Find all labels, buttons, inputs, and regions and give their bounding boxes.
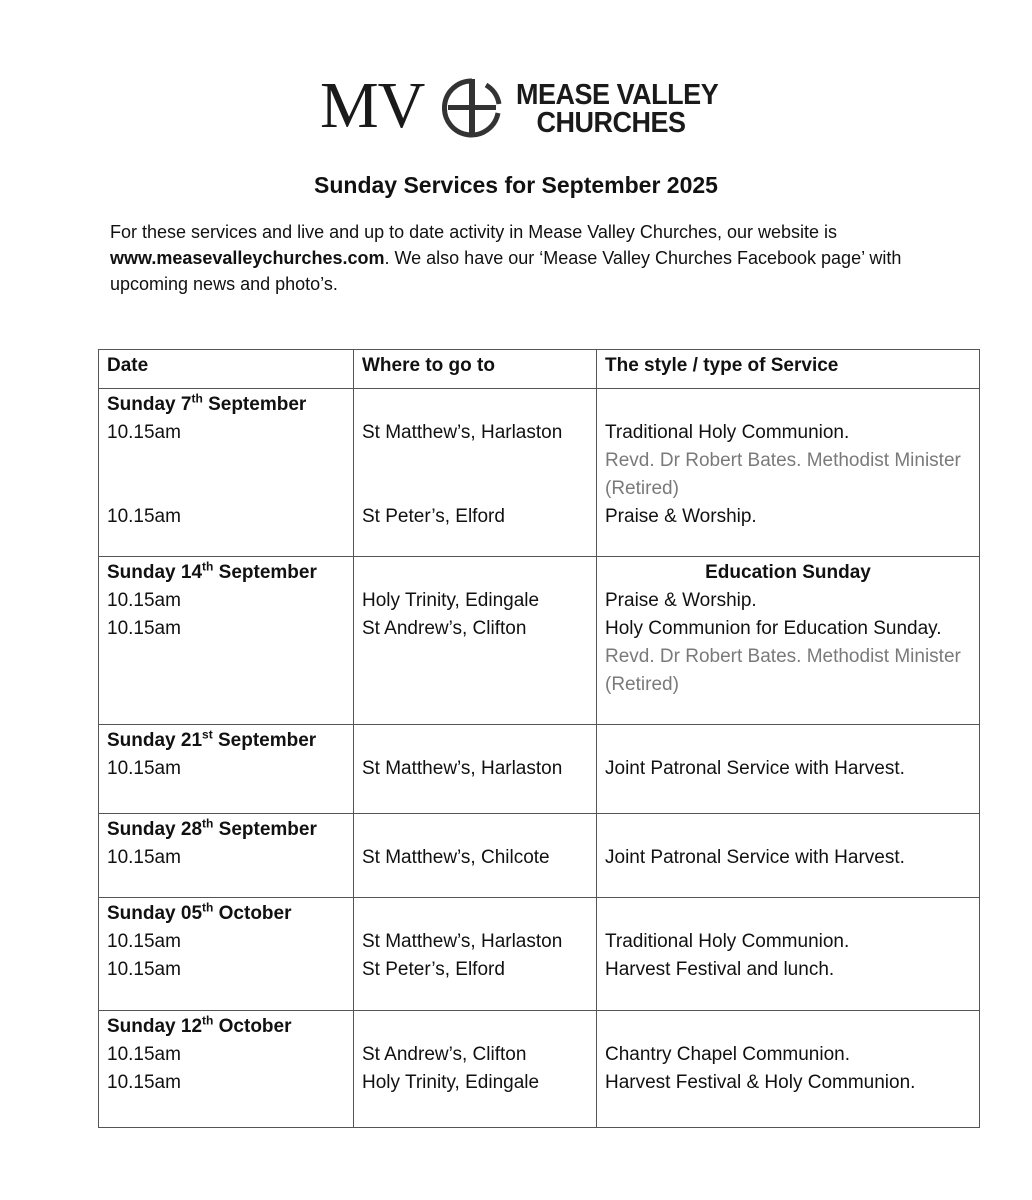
date-cell [99,389,354,557]
header-date: Date [99,350,354,389]
service-type: Praise & Worship. [605,590,757,611]
location-cell [354,557,597,725]
minister-note: Revd. Dr Robert Bates. Methodist Minister (Retired) [605,646,961,695]
church-name: St Matthew’s, Chilcote [362,847,550,868]
table-row [99,389,980,557]
services-table [98,349,980,1128]
church-name: St Andrew’s, Clifton [362,1044,527,1065]
logo-name-line1: MEASE VALLEY [516,79,719,111]
church-name: St Matthew’s, Harlaston [362,758,563,779]
church-name: St Matthew’s, Harlaston [362,422,563,443]
service-time: 10.15am [107,590,181,611]
service-cell [597,814,980,898]
service-day: Sunday 7th September [107,391,307,415]
service-time: 10.15am [107,506,181,527]
table-header-row [99,350,980,389]
service-type: Harvest Festival and lunch. [605,959,835,980]
service-day: Sunday 12th October [107,1013,292,1037]
service-cell [597,898,980,1011]
location-cell [354,725,597,814]
service-day: Sunday 05th October [107,900,292,924]
intro-paragraph [110,219,930,297]
service-day: Sunday 21st September [107,727,317,751]
date-cell [99,725,354,814]
service-type: Traditional Holy Communion. [605,422,850,443]
service-day: Sunday 28th September [107,816,317,840]
location-cell [354,389,597,557]
service-type: Joint Patronal Service with Harvest. [605,847,905,868]
church-name: Holy Trinity, Edingale [362,1072,540,1093]
table-row [99,898,980,1011]
website-link[interactable]: www.measevalleychurches.com [110,248,385,268]
service-time: 10.15am [107,1044,181,1065]
table-row [99,725,980,814]
header-location: Where to go to [354,350,597,389]
table-row [99,557,980,725]
service-cell [597,725,980,814]
service-cell [597,1011,980,1128]
mease-valley-logo [320,69,740,145]
service-day: Sunday 14th September [107,559,317,583]
logo-name [516,81,718,137]
intro-text: For these services and live and up to date activity in Mease Valley Churches, our website is [110,222,838,242]
church-name: St Matthew’s, Harlaston [362,931,563,952]
service-time: 10.15am [107,847,181,868]
service-type: Traditional Holy Communion. [605,931,850,952]
date-cell [99,814,354,898]
service-time: 10.15am [107,931,181,952]
table-row [99,1011,980,1128]
date-cell [99,1011,354,1128]
service-type: Praise & Worship. [605,506,757,527]
service-type: Chantry Chapel Communion. [605,1044,851,1065]
location-cell [354,1011,597,1128]
service-time: 10.15am [107,758,181,779]
location-cell [354,898,597,1011]
page-title: Sunday Services for September 2025 [314,172,718,198]
cross-circle-icon [442,77,502,139]
service-time: 10.15am [107,1072,181,1093]
header-service-type: The style / type of Service [597,350,980,389]
church-name: St Andrew’s, Clifton [362,618,527,639]
service-type: Harvest Festival & Holy Communion. [605,1072,916,1093]
logo-name-line2: CHURCHES [536,107,686,139]
church-name: St Peter’s, Elford [362,506,505,527]
intro-text-2: . We also have our ‘Mease Valley Churches Facebook page’ with upcoming news and photo’s. [110,248,902,294]
service-cell [597,389,980,557]
date-cell [99,557,354,725]
service-cell [597,557,980,725]
minister-note: Revd. Dr Robert Bates. Methodist Minister (Retired) [605,450,961,499]
table-row [99,814,980,898]
church-name: St Peter’s, Elford [362,959,505,980]
location-cell [354,814,597,898]
logo-letters: MV [320,69,425,142]
service-time: 10.15am [107,618,181,639]
special-sunday-heading: Education Sunday [705,562,871,583]
church-name: Holy Trinity, Edingale [362,590,540,611]
service-time: 10.15am [107,959,181,980]
service-type-with-note: Holy Communion for Education Sunday. Revd. Dr Robert Bates. Methodist Minister (Retired) [605,618,961,695]
service-time: 10.15am [107,422,181,443]
date-cell [99,898,354,1011]
service-type: Joint Patronal Service with Harvest. [605,758,905,779]
